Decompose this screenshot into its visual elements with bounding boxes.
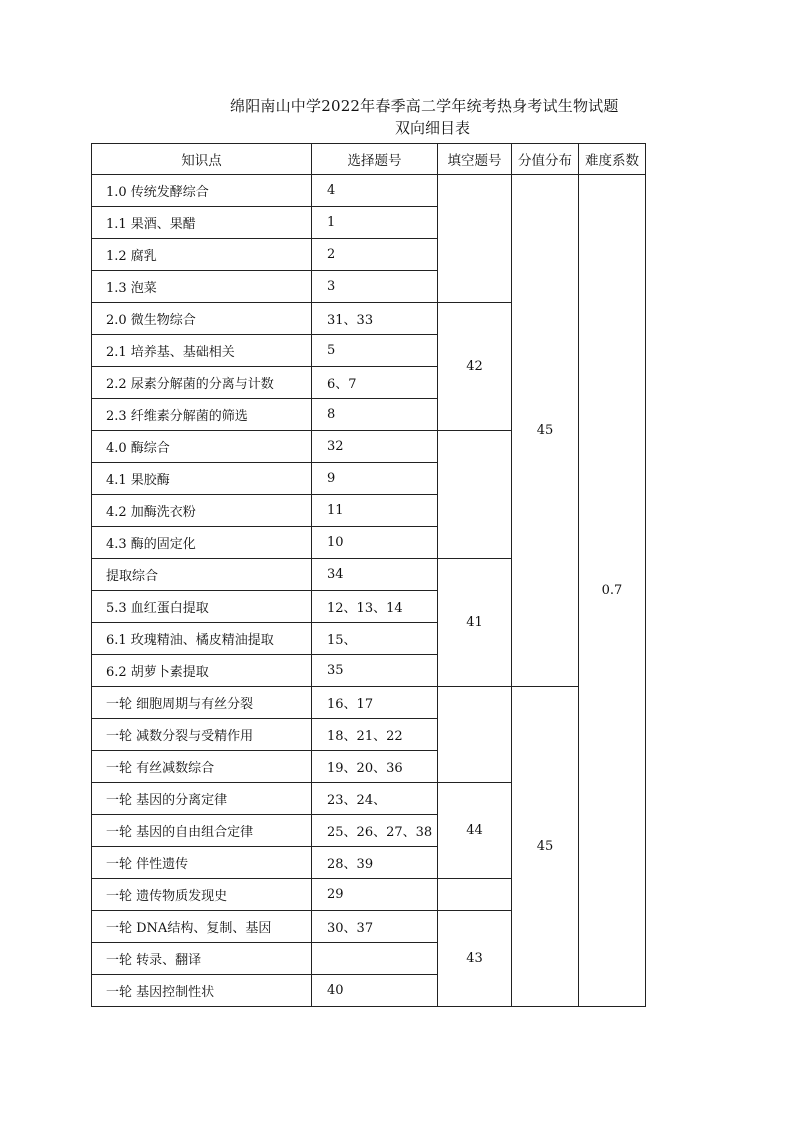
- topic-cell: 4.1 果胶酶: [92, 463, 312, 495]
- topic-cell: 一轮 基因控制性状: [92, 975, 312, 1007]
- header-choice: 选择题号: [312, 144, 438, 175]
- topic-cell: 一轮 基因的自由组合定律: [92, 815, 312, 847]
- choice-cell: 11: [312, 495, 438, 527]
- topic-cell: 4.2 加酶洗衣粉: [92, 495, 312, 527]
- choice-cell: 29: [312, 879, 438, 911]
- document-title: 绵阳南山中学2022年春季高二学年统考热身考试生物试题: [230, 97, 619, 115]
- table-row: [92, 687, 646, 719]
- topic-cell: 2.0 微生物综合: [92, 303, 312, 335]
- score-cell: 45: [512, 175, 579, 687]
- header-row: [92, 144, 646, 175]
- fill-cell: [438, 431, 512, 559]
- choice-cell: 40: [312, 975, 438, 1007]
- topic-cell: 一轮 转录、翻译: [92, 943, 312, 975]
- fill-cell: [438, 879, 512, 911]
- choice-cell: 16、17: [312, 687, 438, 719]
- fill-cell: [438, 687, 512, 783]
- choice-cell: 31、33: [312, 303, 438, 335]
- choice-cell: 12、13、14: [312, 591, 438, 623]
- topic-cell: 1.2 腐乳: [92, 239, 312, 271]
- topic-cell: 一轮 有丝减数综合: [92, 751, 312, 783]
- choice-cell: 4: [312, 175, 438, 207]
- choice-cell: [312, 943, 438, 975]
- topic-cell: 一轮 遗传物质发现史: [92, 879, 312, 911]
- score-cell: 45: [512, 687, 579, 1007]
- fill-cell: [438, 175, 512, 303]
- topic-cell: 5.3 血红蛋白提取: [92, 591, 312, 623]
- choice-cell: 35: [312, 655, 438, 687]
- fill-cell: 41: [438, 559, 512, 687]
- topic-cell: 6.1 玫瑰精油、橘皮精油提取: [92, 623, 312, 655]
- topic-cell: 提取综合: [92, 559, 312, 591]
- table-body: [92, 175, 646, 1007]
- choice-cell: 19、20、36: [312, 751, 438, 783]
- choice-cell: 3: [312, 271, 438, 303]
- topic-cell: 4.0 酶综合: [92, 431, 312, 463]
- spec-table: [91, 143, 646, 1007]
- topic-cell: 2.3 纤维素分解菌的筛选: [92, 399, 312, 431]
- choice-cell: 15、: [312, 623, 438, 655]
- topic-cell: 一轮 减数分裂与受精作用: [92, 719, 312, 751]
- fill-cell: 42: [438, 303, 512, 431]
- table-row: [92, 175, 646, 207]
- choice-cell: 10: [312, 527, 438, 559]
- choice-cell: 34: [312, 559, 438, 591]
- document-subtitle: 双向细目表: [395, 119, 471, 137]
- choice-cell: 2: [312, 239, 438, 271]
- fill-cell: 44: [438, 783, 512, 879]
- choice-cell: 25、26、27、38: [312, 815, 438, 847]
- topic-cell: 一轮 细胞周期与有丝分裂: [92, 687, 312, 719]
- difficulty-cell: 0.7: [579, 175, 646, 1007]
- choice-cell: 18、21、22: [312, 719, 438, 751]
- header-fill: 填空题号: [438, 144, 512, 175]
- topic-cell: 1.1 果酒、果醋: [92, 207, 312, 239]
- topic-cell: 4.3 酶的固定化: [92, 527, 312, 559]
- choice-cell: 8: [312, 399, 438, 431]
- choice-cell: 1: [312, 207, 438, 239]
- topic-cell: 一轮 基因的分离定律: [92, 783, 312, 815]
- header-difficulty: 难度系数: [579, 144, 646, 175]
- topic-cell: 一轮 DNA结构、复制、基因: [92, 911, 312, 943]
- choice-cell: 32: [312, 431, 438, 463]
- topic-cell: 一轮 伴性遗传: [92, 847, 312, 879]
- choice-cell: 23、24、: [312, 783, 438, 815]
- choice-cell: 28、39: [312, 847, 438, 879]
- topic-cell: 1.3 泡菜: [92, 271, 312, 303]
- header-score: 分值分布: [512, 144, 579, 175]
- topic-cell: 1.0 传统发酵综合: [92, 175, 312, 207]
- topic-cell: 2.1 培养基、基础相关: [92, 335, 312, 367]
- choice-cell: 5: [312, 335, 438, 367]
- choice-cell: 9: [312, 463, 438, 495]
- header-topic: 知识点: [92, 144, 312, 175]
- choice-cell: 30、37: [312, 911, 438, 943]
- topic-cell: 6.2 胡萝卜素提取: [92, 655, 312, 687]
- choice-cell: 6、7: [312, 367, 438, 399]
- fill-cell: 43: [438, 911, 512, 1007]
- topic-cell: 2.2 尿素分解菌的分离与计数: [92, 367, 312, 399]
